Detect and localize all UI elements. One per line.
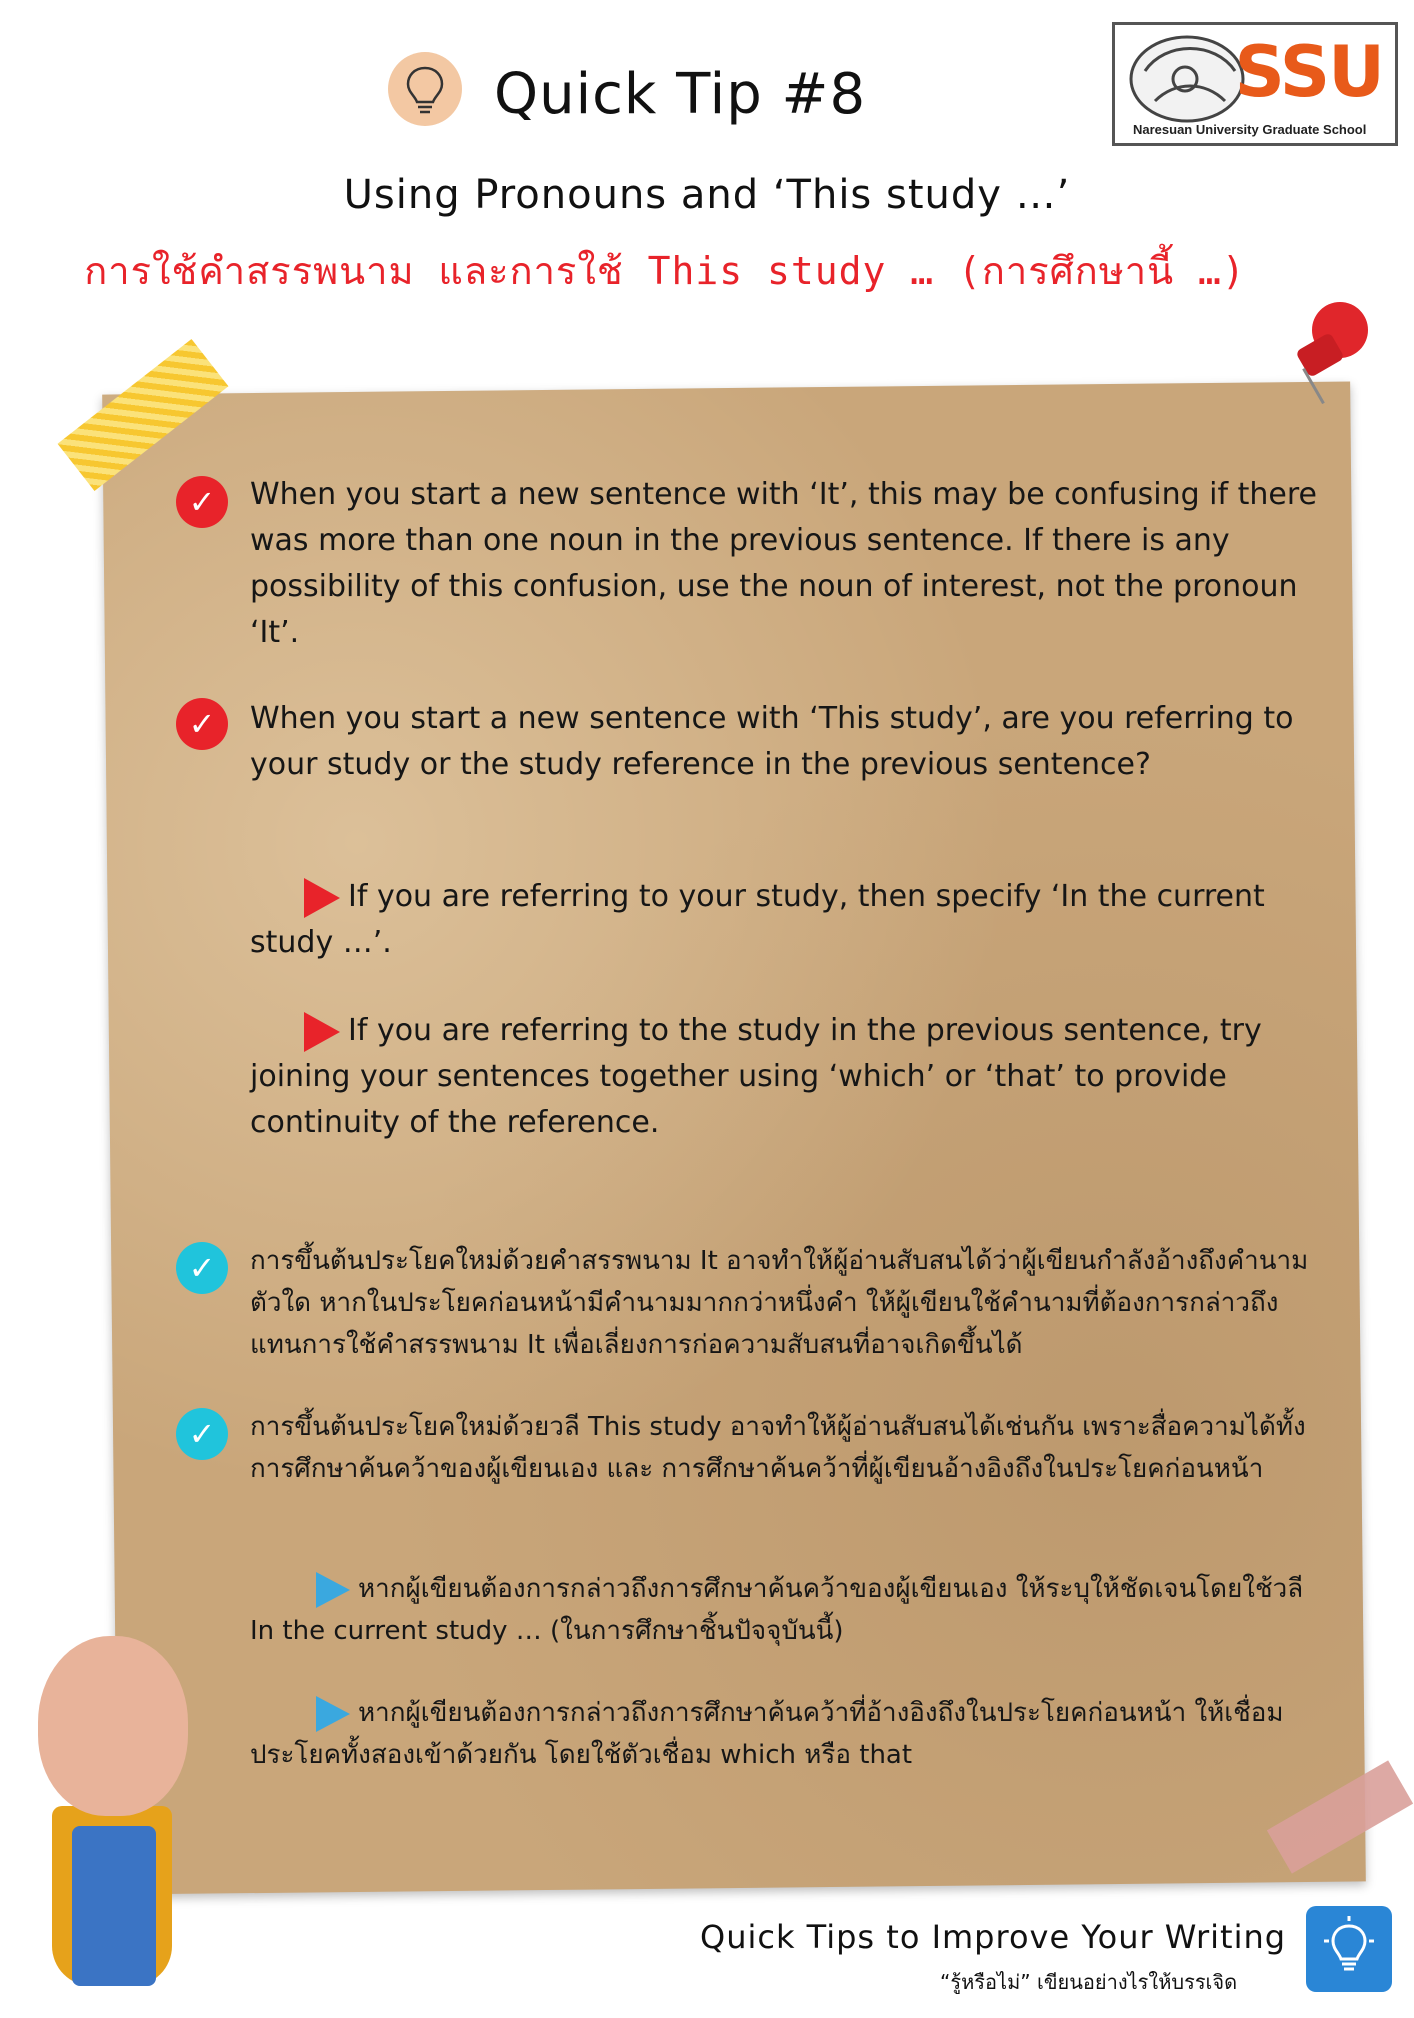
superhero-character-illustration [22, 1636, 197, 1996]
cyan-check-icon: ✓ [176, 1242, 228, 1294]
red-check-icon: ✓ [176, 698, 228, 750]
logo-wordmark: SSU [1234, 31, 1383, 113]
footer-subtitle: “รู้หรือไม่” เขียนอย่างไรให้บรรเจิด [940, 1970, 1238, 1994]
english-tip-1: When you start a new sentence with ‘It’, this may be confusing if there was more than one noun in the previous sentence. If there is any possibility of this confusion, use the noun of interest, not the pronoun ‘It’. [250, 477, 1317, 650]
page-title: Quick Tip #8 [494, 62, 867, 127]
thai-subtip-2: หากผู้เขียนต้องการกล่าวถึงการศึกษาค้นคว้าที่อ้างอิงถึงในประโยคก่อนหน้า ให้เชื่อมประโยคทั้งสองเข้าด้วยกัน โดยใช้ตัวเชื่อม which หรือ that [250, 1692, 1330, 1776]
thai-tip-1: การขึ้นต้นประโยคใหม่ด้วยคำสรรพนาม It อาจทำให้ผู้อ่านสับสนได้ว่าผู้เขียนกำลังอ้างถึงคำนามตัวใด หากในประโยคก่อนหน้ามีคำนามมากกว่าหนึ่งคำ ให้ผู้เขียนใช้คำนามที่ต้องการกล่าวถึง แทนการใช้คำสรรพนาม It เพื่อเลี่ยงการก่อความสับสนที่อาจเกิดขึ้นได้ [250, 1246, 1309, 1360]
english-tip-2: When you start a new sentence with ‘This study’, are you referring to your study or the study reference in the previous sentence? [250, 701, 1294, 782]
blue-triangle-icon [316, 1572, 350, 1608]
subtitle-thai: การใช้คำสรรพนาม และการใช้ This study … (การศึกษานี้ …) [84, 249, 1246, 293]
lightbulb-icon [1306, 1906, 1392, 1992]
subtitle-english: Using Pronouns and ‘This study …’ [343, 172, 1071, 218]
lightbulb-icon [388, 52, 462, 126]
english-subtip-2: If you are referring to the study in the previous sentence, try joining your sentences together using ‘which’ or ‘that’ to provide continuity of the reference. [250, 1013, 1262, 1140]
logo-caption: Naresuan University Graduate School [1133, 122, 1367, 137]
red-triangle-icon [304, 1012, 340, 1052]
red-triangle-icon [304, 878, 340, 918]
footer-title: Quick Tips to Improve Your Writing [700, 1918, 1287, 1956]
thai-subtip-1: หากผู้เขียนต้องการกล่าวถึงการศึกษาค้นคว้าของผู้เขียนเอง ให้ระบุให้ชัดเจนโดยใช้วลี In the current study … (ในการศึกษาชิ้นปัจจุบันนี้) [250, 1568, 1330, 1652]
cyan-check-icon: ✓ [176, 1408, 228, 1460]
university-logo [1112, 22, 1398, 146]
english-subtip-1: If you are referring to your study, then specify ‘In the current study …’. [250, 879, 1265, 960]
thai-tip-2: การขึ้นต้นประโยคใหม่ด้วยวลี This study อาจทำให้ผู้อ่านสับสนได้เช่นกัน เพราะสื่อความได้ทั้ง การศึกษาค้นคว้าของผู้เขียนเอง และ การศึกษาค้นคว้าที่ผู้เขียนอ้างอิงถึงในประโยคก่อนหน้า [250, 1412, 1306, 1484]
blue-triangle-icon [316, 1696, 350, 1732]
red-check-icon: ✓ [176, 476, 228, 528]
